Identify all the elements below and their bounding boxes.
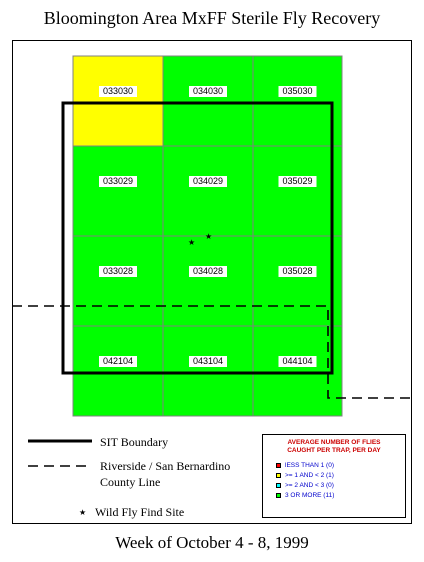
summary-swatch xyxy=(276,463,281,468)
cell-label: 033030 xyxy=(102,86,134,96)
cell-label: 042104 xyxy=(102,356,134,366)
summary-row: lESS THAN 1 (0) xyxy=(285,462,334,470)
cell-label: 035029 xyxy=(282,176,313,186)
cell-label: 043104 xyxy=(192,356,224,366)
trap-cell xyxy=(163,146,253,236)
legend-wild-fly-label: Wild Fly Find Site xyxy=(95,505,185,519)
cell-label: 033028 xyxy=(102,266,134,276)
week-label: Week of October 4 - 8, 1999 xyxy=(115,533,309,552)
legend-county-label-1: Riverside / San Bernardino xyxy=(100,459,231,473)
trap-cell xyxy=(163,236,253,326)
summary-row: >= 1 AND < 2 (1) xyxy=(285,472,334,480)
cell-label: 034030 xyxy=(192,86,224,96)
summary-swatch xyxy=(276,493,281,498)
summary-title-line-2: CAUGHT PER TRAP, PER DAY xyxy=(287,447,381,454)
trap-cell xyxy=(73,56,163,146)
cell-label: 033029 xyxy=(102,176,134,186)
cell-label: 034028 xyxy=(192,266,224,276)
wild-fly-site-marker: ★ xyxy=(205,232,213,241)
legend-sit-label: SIT Boundary xyxy=(100,435,169,449)
trap-cell xyxy=(253,56,342,146)
trap-cell xyxy=(73,236,163,326)
trap-cell xyxy=(73,146,163,236)
cell-label: 035028 xyxy=(282,266,313,276)
trap-cell xyxy=(253,326,342,416)
wild-fly-site-marker: ★ xyxy=(188,238,196,247)
trap-cell xyxy=(253,146,342,236)
cell-label: 044104 xyxy=(282,356,313,366)
summary-swatch xyxy=(276,483,281,488)
summary-swatch xyxy=(276,473,281,478)
trap-cell xyxy=(163,326,253,416)
summary-title-line-1: AVERAGE NUMBER OF FLIES xyxy=(287,439,381,446)
summary-title xyxy=(263,439,405,455)
trap-cell xyxy=(73,326,163,416)
summary-row: >= 2 AND < 3 (0) xyxy=(285,482,334,490)
map-title: Bloomington Area MxFF Sterile Fly Recovery xyxy=(43,8,381,28)
summary-row: 3 OR MORE (11) xyxy=(285,492,334,500)
catch-summary-legend xyxy=(262,434,406,518)
cell-label: 034029 xyxy=(192,176,224,186)
trap-cell xyxy=(163,56,253,146)
legend-star-icon: ★ xyxy=(79,508,87,517)
cell-label: 035030 xyxy=(282,86,313,96)
legend-county-label-2: County Line xyxy=(100,475,161,489)
